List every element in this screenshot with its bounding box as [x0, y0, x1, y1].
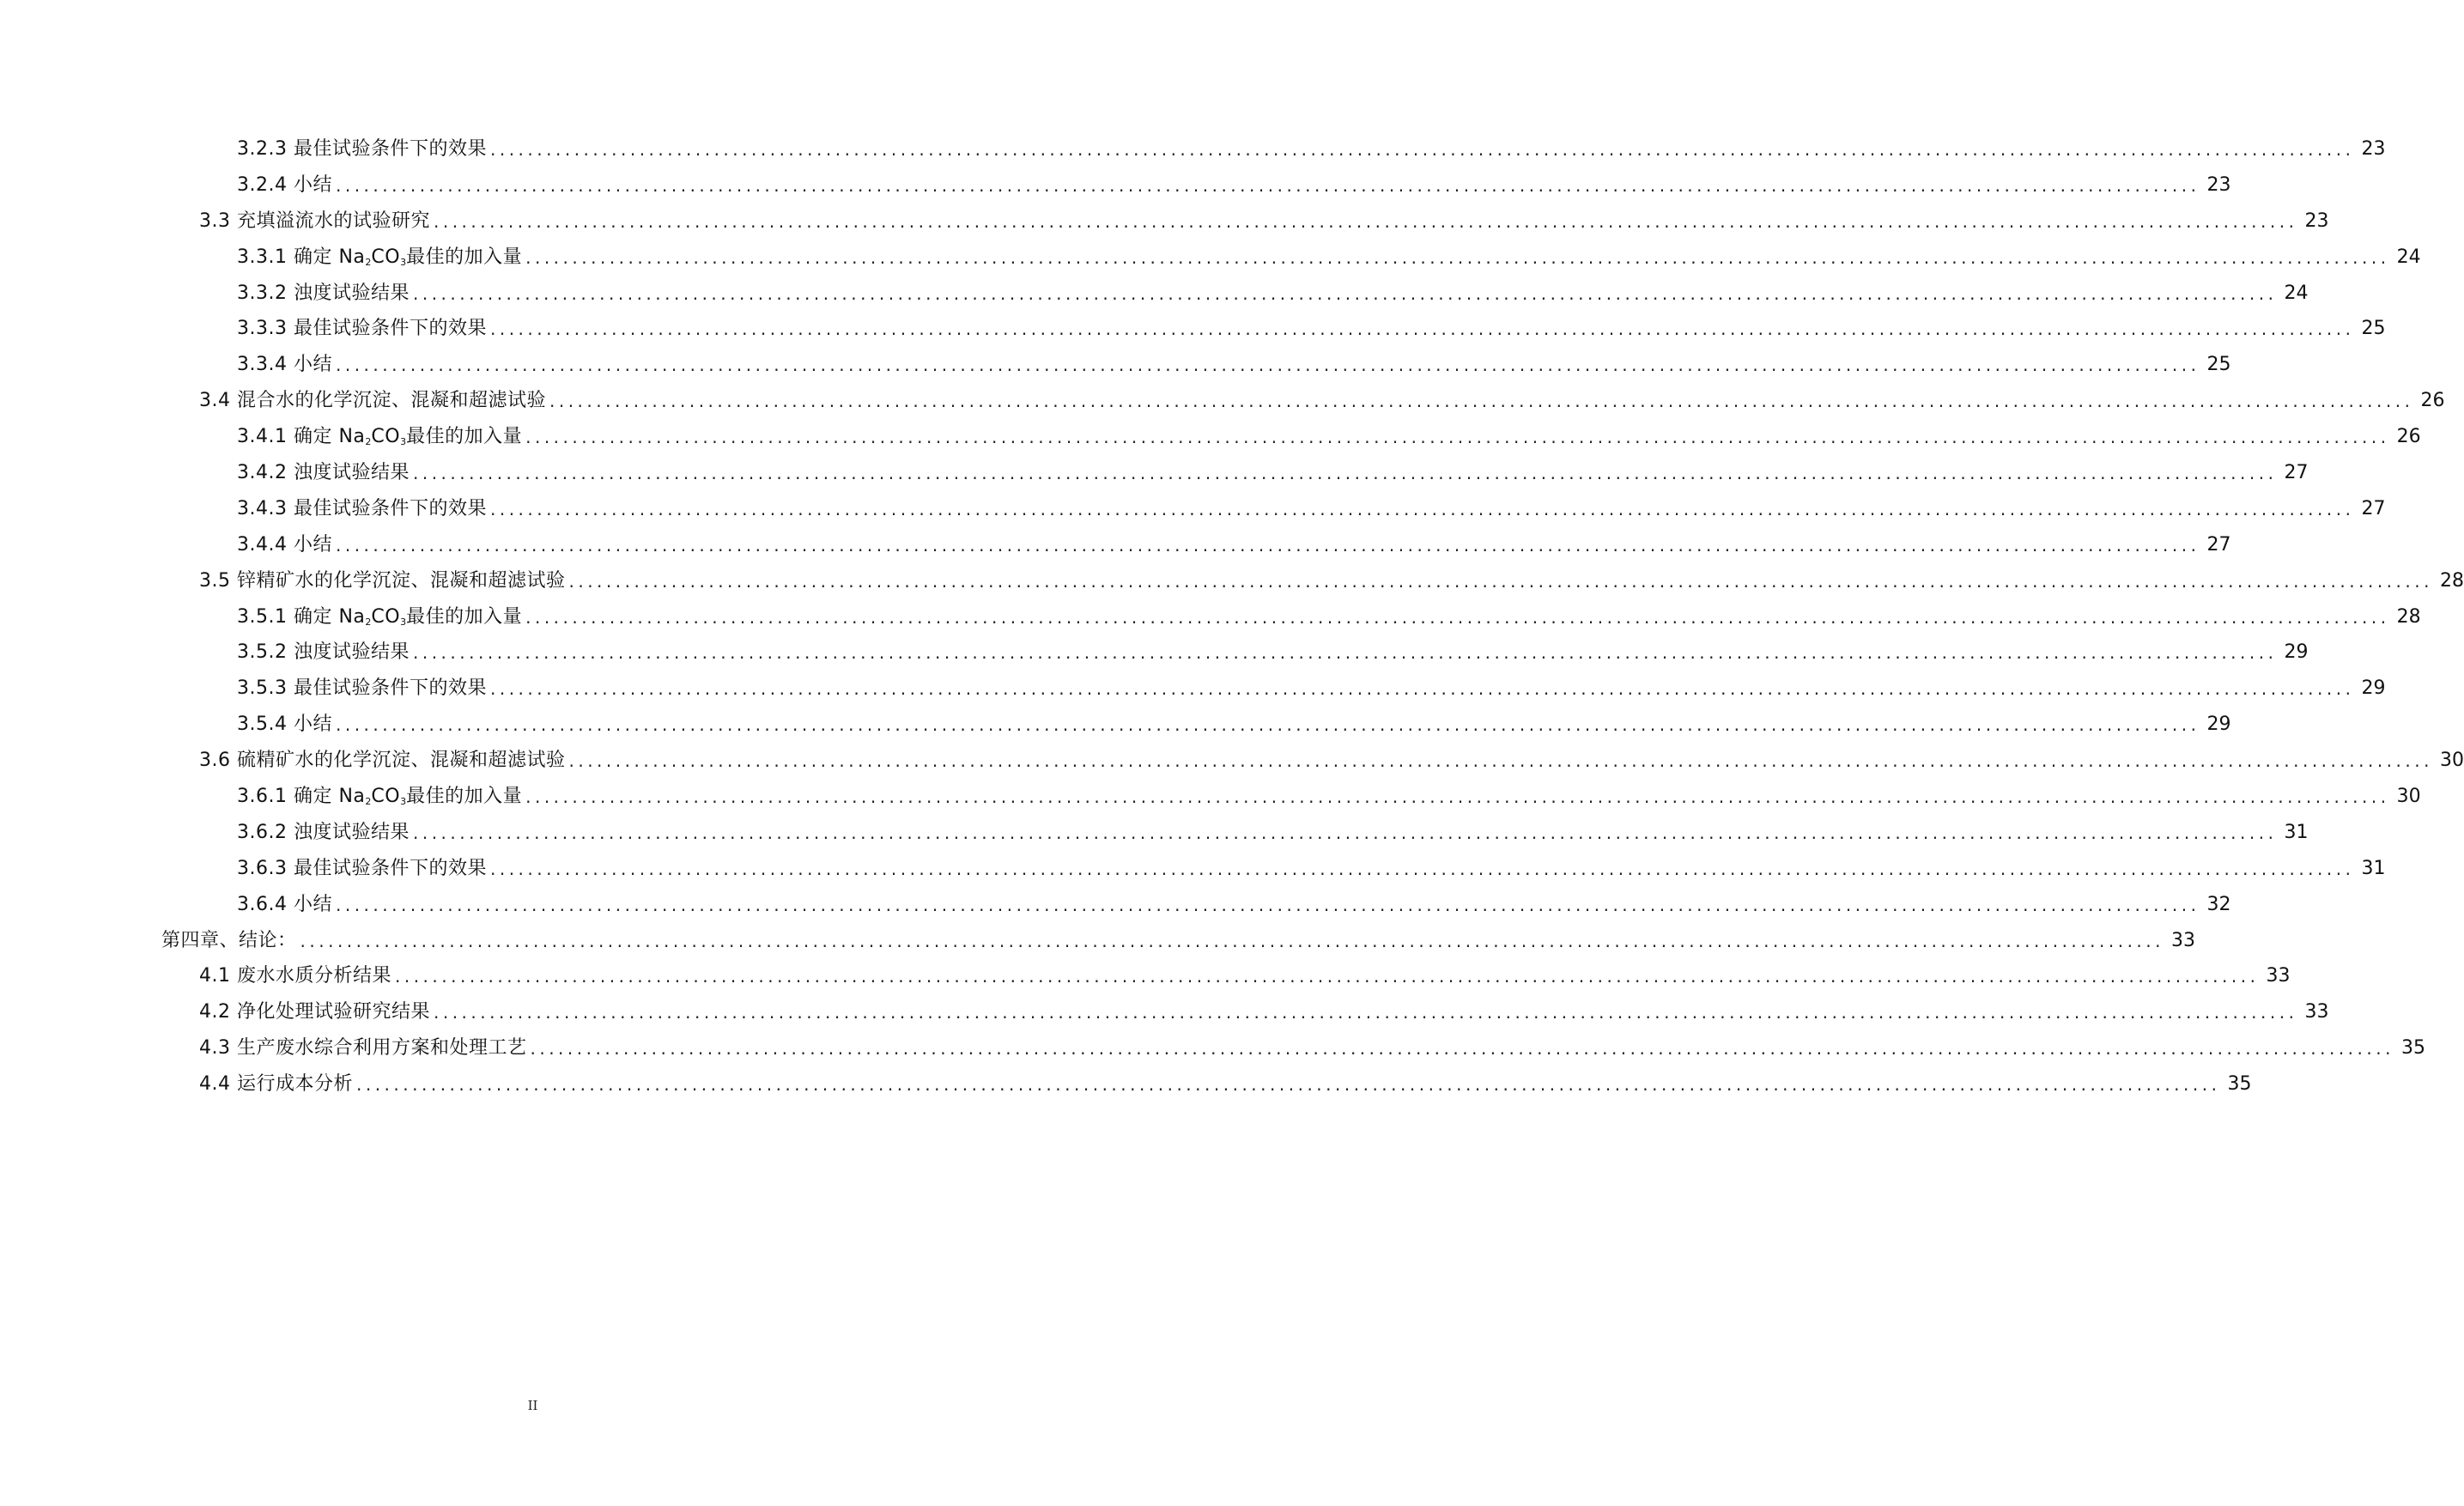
toc-page-number: 32 [2206, 893, 2231, 915]
toc-entry[interactable] [0, 455, 2309, 491]
toc-entry-title: 3.6.2 浊度试验结果 [237, 821, 410, 843]
toc-page-number: 35 [2227, 1073, 2252, 1096]
toc-leader-dots: ........................................................................................................................................................................................................ [525, 786, 2390, 807]
toc-entry-title: 4.3 生产废水综合利用方案和处理工艺 [199, 1037, 527, 1060]
toc-entry[interactable] [0, 131, 2386, 167]
toc-page-number: 30 [2396, 785, 2421, 807]
toc-page-number: 27 [2284, 461, 2309, 483]
toc-entry[interactable] [0, 311, 2386, 347]
toc-leader-dots: ........................................................................................................................................................................................................ [525, 427, 2390, 448]
toc-entry-title: 3.3.4 小结 [237, 354, 332, 376]
toc-entry[interactable] [0, 203, 2329, 240]
toc-page-number: 29 [2284, 641, 2309, 664]
toc-entry-title: 4.1 废水水质分析结果 [199, 965, 391, 987]
toc-leader-dots: ........................................................................................................................................................................................................ [489, 678, 2355, 700]
toc-page-number: 27 [2361, 497, 2386, 519]
toc-entry[interactable] [0, 635, 2309, 671]
toc-leader-dots: ........................................................................................................................................................................................................ [549, 391, 2414, 412]
toc-entry[interactable] [0, 599, 2421, 635]
toc-entry-title: 3.4 混合水的化学沉淀、混凝和超滤试验 [199, 390, 546, 412]
toc-leader-dots: ........................................................................................................................................................................................................ [525, 246, 2390, 268]
toc-entry[interactable] [0, 167, 2231, 203]
toc-leader-dots: ........................................................................................................................................................................................................ [355, 1074, 2221, 1096]
toc-entry[interactable] [0, 527, 2231, 563]
toc-entry[interactable] [0, 779, 2421, 815]
toc-page-number: 33 [2304, 1001, 2329, 1023]
toc-leader-dots: ........................................................................................................................................................................................................ [412, 462, 2278, 483]
toc-page-number: 25 [2361, 318, 2386, 340]
toc-page-number: 23 [2361, 137, 2386, 160]
toc-entry-title: 4.2 净化处理试验研究结果 [199, 1001, 430, 1023]
toc-entry[interactable] [0, 671, 2386, 707]
toc-leader-dots: ........................................................................................................................................................................................................ [568, 570, 2433, 592]
toc-leader-dots: ........................................................................................................................................................................................................ [525, 606, 2390, 628]
toc-entry[interactable] [0, 276, 2309, 312]
page-number-footer: II [527, 1398, 538, 1413]
toc-entry-title: 3.5.1 确定 $Na_2CO_3$最佳的加入量 [237, 605, 523, 628]
toc-entry-title: 3.5 锌精矿水的化学沉淀、混凝和超滤试验 [199, 569, 566, 592]
toc-leader-dots: ........................................................................................................................................................................................................ [335, 534, 2200, 556]
toc-page-number: 31 [2361, 857, 2386, 879]
toc-entry-title: 3.2.4 小结 [237, 173, 332, 196]
toc-page-number: 30 [2439, 750, 2464, 772]
toc-entry[interactable] [0, 923, 2195, 959]
toc-entry-title: 3.4.4 小结 [237, 533, 332, 556]
toc-page-number: 33 [2171, 929, 2195, 951]
toc-leader-dots: ........................................................................................................................................................................................................ [433, 210, 2298, 232]
toc-entry[interactable] [0, 347, 2231, 383]
toc-entry-title: 3.4.1 确定 $Na_2CO_3$最佳的加入量 [237, 426, 523, 448]
toc-page-number: 29 [2361, 677, 2386, 700]
toc-page-number: 27 [2206, 533, 2231, 556]
toc-entry[interactable] [0, 743, 2464, 779]
toc-page-number: 35 [2400, 1037, 2425, 1060]
toc-entry[interactable] [0, 383, 2445, 419]
toc-page-number: 25 [2206, 354, 2231, 376]
toc-leader-dots: ........................................................................................................................................................................................................ [489, 138, 2355, 160]
toc-entry[interactable] [0, 887, 2231, 923]
toc-entry-title: 3.2.3 最佳试验条件下的效果 [237, 137, 487, 160]
toc-page-number: 24 [2284, 282, 2309, 304]
toc-leader-dots: ........................................................................................................................................................................................................ [335, 714, 2200, 736]
toc-leader-dots: ........................................................................................................................................................................................................ [489, 498, 2355, 519]
toc-entry-title: 3.6 硫精矿水的化学沉淀、混凝和超滤试验 [199, 750, 566, 772]
toc-entry-title: 3.6.1 确定 $Na_2CO_3$最佳的加入量 [237, 785, 523, 807]
toc-entry[interactable] [0, 240, 2421, 276]
toc-entry-title: 3.4.3 最佳试验条件下的效果 [237, 497, 487, 519]
toc-leader-dots: ........................................................................................................................................................................................................ [335, 355, 2200, 376]
toc-leader-dots: ........................................................................................................................................................................................................ [489, 319, 2355, 340]
toc-page-number: 23 [2206, 173, 2231, 196]
toc-page-number: 33 [2266, 965, 2291, 987]
toc-entry-title: 4.4 运行成本分析 [199, 1073, 353, 1096]
toc-entry[interactable] [0, 419, 2421, 455]
toc-entry-title: 3.5.3 最佳试验条件下的效果 [237, 677, 487, 700]
toc-entry-title: 3.5.2 浊度试验结果 [237, 641, 410, 664]
toc-page-number: 29 [2206, 714, 2231, 736]
toc-leader-dots: ........................................................................................................................................................................................................ [412, 642, 2278, 664]
toc-page-number: 26 [2420, 390, 2445, 412]
toc-entry[interactable] [0, 815, 2309, 851]
toc-entry-title: 第四章、结论： [161, 929, 297, 951]
table-of-contents [0, 131, 2464, 1102]
toc-leader-dots: ........................................................................................................................................................................................................ [412, 822, 2278, 843]
toc-entry[interactable] [0, 994, 2329, 1030]
toc-page-number: 26 [2396, 426, 2421, 448]
toc-entry-title: 3.3 充填溢流水的试验研究 [199, 210, 430, 232]
toc-entry-title: 3.4.2 浊度试验结果 [237, 461, 410, 483]
toc-entry[interactable] [0, 851, 2386, 887]
toc-page-number: 31 [2284, 821, 2309, 843]
toc-leader-dots: ........................................................................................................................................................................................................ [412, 282, 2278, 304]
toc-entry-title: 3.6.4 小结 [237, 893, 332, 915]
toc-entry-title: 3.3.1 确定 $Na_2CO_3$最佳的加入量 [237, 246, 523, 268]
toc-leader-dots: ........................................................................................................................................................................................................ [530, 1038, 2394, 1060]
toc-leader-dots: ........................................................................................................................................................................................................ [433, 1002, 2298, 1023]
toc-page-number: 28 [2439, 569, 2464, 592]
toc-entry-title: 3.3.2 浊度试验结果 [237, 282, 410, 304]
toc-entry-title: 3.6.3 最佳试验条件下的效果 [237, 857, 487, 879]
toc-page-number: 23 [2304, 210, 2329, 232]
toc-entry[interactable] [0, 958, 2291, 994]
toc-entry[interactable] [0, 1030, 2425, 1066]
toc-entry-title: 3.3.3 最佳试验条件下的效果 [237, 318, 487, 340]
toc-entry[interactable] [0, 707, 2231, 743]
toc-leader-dots: ........................................................................................................................................................................................................ [335, 174, 2200, 196]
toc-entry[interactable] [0, 1066, 2252, 1102]
toc-leader-dots: ........................................................................................................................................................................................................ [335, 894, 2200, 915]
toc-page-number: 24 [2396, 246, 2421, 268]
toc-leader-dots: ........................................................................................................................................................................................................ [489, 858, 2355, 879]
toc-entry[interactable] [0, 491, 2386, 527]
toc-leader-dots: ........................................................................................................................................................................................................ [568, 750, 2433, 772]
toc-leader-dots: ........................................................................................................................................................................................................ [300, 930, 2164, 951]
toc-entry-title: 3.5.4 小结 [237, 714, 332, 736]
toc-entry[interactable] [0, 563, 2464, 599]
toc-leader-dots: ........................................................................................................................................................................................................ [394, 966, 2260, 987]
toc-page-number: 28 [2396, 605, 2421, 628]
